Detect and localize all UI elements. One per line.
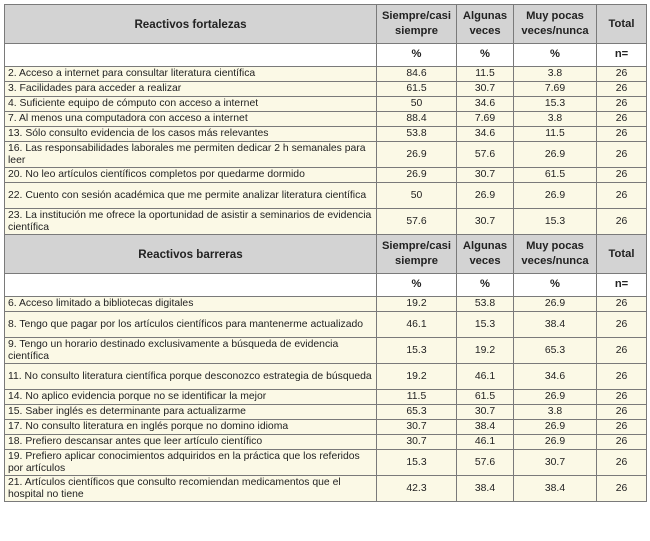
item-label: 2. Acceso a internet para consultar literatura científica xyxy=(5,67,377,82)
item-label: 16. Las responsabilidades laborales me permiten dedicar 2 h semanales para leer xyxy=(5,142,377,168)
value-total: 26 xyxy=(597,127,647,142)
item-label: 3. Facilidades para acceder a realizar xyxy=(5,82,377,97)
item-label: 13. Sólo consulto evidencia de los casos más relevantes xyxy=(5,127,377,142)
table-row xyxy=(5,82,647,97)
value-algunas: 46.1 xyxy=(457,435,514,450)
value-algunas: 46.1 xyxy=(457,364,514,390)
column-total-header: Total xyxy=(597,235,647,274)
value-siempre: 19.2 xyxy=(377,297,457,312)
value-algunas: 57.6 xyxy=(457,450,514,476)
value-siempre: 26.9 xyxy=(377,142,457,168)
value-total: 26 xyxy=(597,450,647,476)
table-row xyxy=(5,338,647,364)
value-algunas: 7.69 xyxy=(457,112,514,127)
table-row xyxy=(5,450,647,476)
table-row xyxy=(5,405,647,420)
value-muy-pocas: 15.3 xyxy=(514,209,597,235)
value-total: 26 xyxy=(597,312,647,338)
table-row xyxy=(5,390,647,405)
value-siempre: 61.5 xyxy=(377,82,457,97)
table-row xyxy=(5,183,647,209)
value-algunas: 38.4 xyxy=(457,476,514,502)
value-muy-pocas: 26.9 xyxy=(514,435,597,450)
unit-percent: % xyxy=(514,44,597,67)
value-muy-pocas: 26.9 xyxy=(514,390,597,405)
table-row xyxy=(5,112,647,127)
item-label: 9. Tengo un horario destinado exclusivamente a búsqueda de evidencia científica xyxy=(5,338,377,364)
value-algunas: 38.4 xyxy=(457,420,514,435)
value-muy-pocas: 61.5 xyxy=(514,168,597,183)
units-blank xyxy=(5,274,377,297)
item-label: 6. Acceso limitado a bibliotecas digitales xyxy=(5,297,377,312)
value-total: 26 xyxy=(597,67,647,82)
value-siempre: 11.5 xyxy=(377,390,457,405)
value-muy-pocas: 15.3 xyxy=(514,97,597,112)
value-algunas: 11.5 xyxy=(457,67,514,82)
value-siempre: 26.9 xyxy=(377,168,457,183)
item-label: 14. No aplico evidencia porque no se identificar la mejor xyxy=(5,390,377,405)
value-muy-pocas: 11.5 xyxy=(514,127,597,142)
unit-n: n= xyxy=(597,44,647,67)
value-total: 26 xyxy=(597,338,647,364)
value-total: 26 xyxy=(597,82,647,97)
item-label: 17. No consulto literatura en inglés porque no domino idioma xyxy=(5,420,377,435)
value-siempre: 30.7 xyxy=(377,420,457,435)
item-label: 11. No consulto literatura científica porque desconozco estrategia de búsqueda xyxy=(5,364,377,390)
value-siempre: 42.3 xyxy=(377,476,457,502)
column-total-header: Total xyxy=(597,5,647,44)
value-siempre: 65.3 xyxy=(377,405,457,420)
value-muy-pocas: 26.9 xyxy=(514,420,597,435)
value-algunas: 26.9 xyxy=(457,183,514,209)
value-total: 26 xyxy=(597,112,647,127)
value-muy-pocas: 38.4 xyxy=(514,476,597,502)
value-muy-pocas: 26.9 xyxy=(514,297,597,312)
results-table xyxy=(4,4,647,502)
column-algunas-header: Algunas veces xyxy=(457,5,514,44)
unit-percent: % xyxy=(514,274,597,297)
value-algunas: 30.7 xyxy=(457,168,514,183)
table-row xyxy=(5,168,647,183)
value-siempre: 15.3 xyxy=(377,338,457,364)
value-algunas: 53.8 xyxy=(457,297,514,312)
value-total: 26 xyxy=(597,297,647,312)
value-siempre: 84.6 xyxy=(377,67,457,82)
value-muy-pocas: 3.8 xyxy=(514,405,597,420)
value-muy-pocas: 3.8 xyxy=(514,67,597,82)
table-row xyxy=(5,476,647,502)
value-algunas: 30.7 xyxy=(457,82,514,97)
value-muy-pocas: 7.69 xyxy=(514,82,597,97)
table-row xyxy=(5,97,647,112)
value-algunas: 15.3 xyxy=(457,312,514,338)
column-muy-pocas-header: Muy pocas veces/nunca xyxy=(514,235,597,274)
item-label: 18. Prefiero descansar antes que leer artículo científico xyxy=(5,435,377,450)
value-total: 26 xyxy=(597,390,647,405)
value-muy-pocas: 26.9 xyxy=(514,142,597,168)
column-siempre-header: Siempre/casi siempre xyxy=(377,5,457,44)
unit-n: n= xyxy=(597,274,647,297)
value-total: 26 xyxy=(597,183,647,209)
value-siempre: 46.1 xyxy=(377,312,457,338)
value-muy-pocas: 65.3 xyxy=(514,338,597,364)
value-algunas: 30.7 xyxy=(457,209,514,235)
value-total: 26 xyxy=(597,168,647,183)
value-algunas: 19.2 xyxy=(457,338,514,364)
results-table-container xyxy=(4,4,647,502)
value-total: 26 xyxy=(597,142,647,168)
item-label: 19. Prefiero aplicar conocimientos adquiridos en la práctica que los referidos por artículos xyxy=(5,450,377,476)
section-header-row xyxy=(5,5,647,44)
column-siempre-header: Siempre/casi siempre xyxy=(377,235,457,274)
value-total: 26 xyxy=(597,364,647,390)
value-muy-pocas: 30.7 xyxy=(514,450,597,476)
units-row xyxy=(5,274,647,297)
item-label: 15. Saber inglés es determinante para actualizarme xyxy=(5,405,377,420)
value-siempre: 15.3 xyxy=(377,450,457,476)
value-algunas: 34.6 xyxy=(457,127,514,142)
table-row xyxy=(5,312,647,338)
table-row xyxy=(5,209,647,235)
column-muy-pocas-header: Muy pocas veces/nunca xyxy=(514,5,597,44)
item-label: 4. Suficiente equipo de cómputo con acceso a internet xyxy=(5,97,377,112)
table-row xyxy=(5,297,647,312)
value-total: 26 xyxy=(597,209,647,235)
value-muy-pocas: 3.8 xyxy=(514,112,597,127)
table-row xyxy=(5,67,647,82)
item-label: 7. Al menos una computadora con acceso a internet xyxy=(5,112,377,127)
item-label: 23. La institución me ofrece la oportunidad de asistir a seminarios de evidencia científica xyxy=(5,209,377,235)
table-row xyxy=(5,420,647,435)
unit-percent: % xyxy=(377,274,457,297)
value-total: 26 xyxy=(597,476,647,502)
table-row xyxy=(5,127,647,142)
value-siempre: 30.7 xyxy=(377,435,457,450)
value-algunas: 30.7 xyxy=(457,405,514,420)
section-title: Reactivos fortalezas xyxy=(5,5,377,44)
value-muy-pocas: 34.6 xyxy=(514,364,597,390)
column-algunas-header: Algunas veces xyxy=(457,235,514,274)
unit-percent: % xyxy=(457,274,514,297)
value-total: 26 xyxy=(597,420,647,435)
value-total: 26 xyxy=(597,405,647,420)
item-label: 8. Tengo que pagar por los artículos científicos para mantenerme actualizado xyxy=(5,312,377,338)
table-row xyxy=(5,435,647,450)
value-algunas: 61.5 xyxy=(457,390,514,405)
item-label: 21. Artículos científicos que consulto recomiendan medicamentos que el hospital no tiene xyxy=(5,476,377,502)
value-siempre: 88.4 xyxy=(377,112,457,127)
value-algunas: 34.6 xyxy=(457,97,514,112)
table-row xyxy=(5,364,647,390)
units-blank xyxy=(5,44,377,67)
unit-percent: % xyxy=(457,44,514,67)
value-muy-pocas: 38.4 xyxy=(514,312,597,338)
table-row xyxy=(5,142,647,168)
value-siempre: 53.8 xyxy=(377,127,457,142)
value-siempre: 50 xyxy=(377,183,457,209)
section-title: Reactivos barreras xyxy=(5,235,377,274)
value-siempre: 57.6 xyxy=(377,209,457,235)
units-row xyxy=(5,44,647,67)
value-siempre: 50 xyxy=(377,97,457,112)
item-label: 20. No leo artículos científicos completos por quedarme dormido xyxy=(5,168,377,183)
value-siempre: 19.2 xyxy=(377,364,457,390)
value-muy-pocas: 26.9 xyxy=(514,183,597,209)
value-total: 26 xyxy=(597,435,647,450)
item-label: 22. Cuento con sesión académica que me permite analizar literatura científica xyxy=(5,183,377,209)
value-algunas: 57.6 xyxy=(457,142,514,168)
value-total: 26 xyxy=(597,97,647,112)
section-header-row xyxy=(5,235,647,274)
unit-percent: % xyxy=(377,44,457,67)
